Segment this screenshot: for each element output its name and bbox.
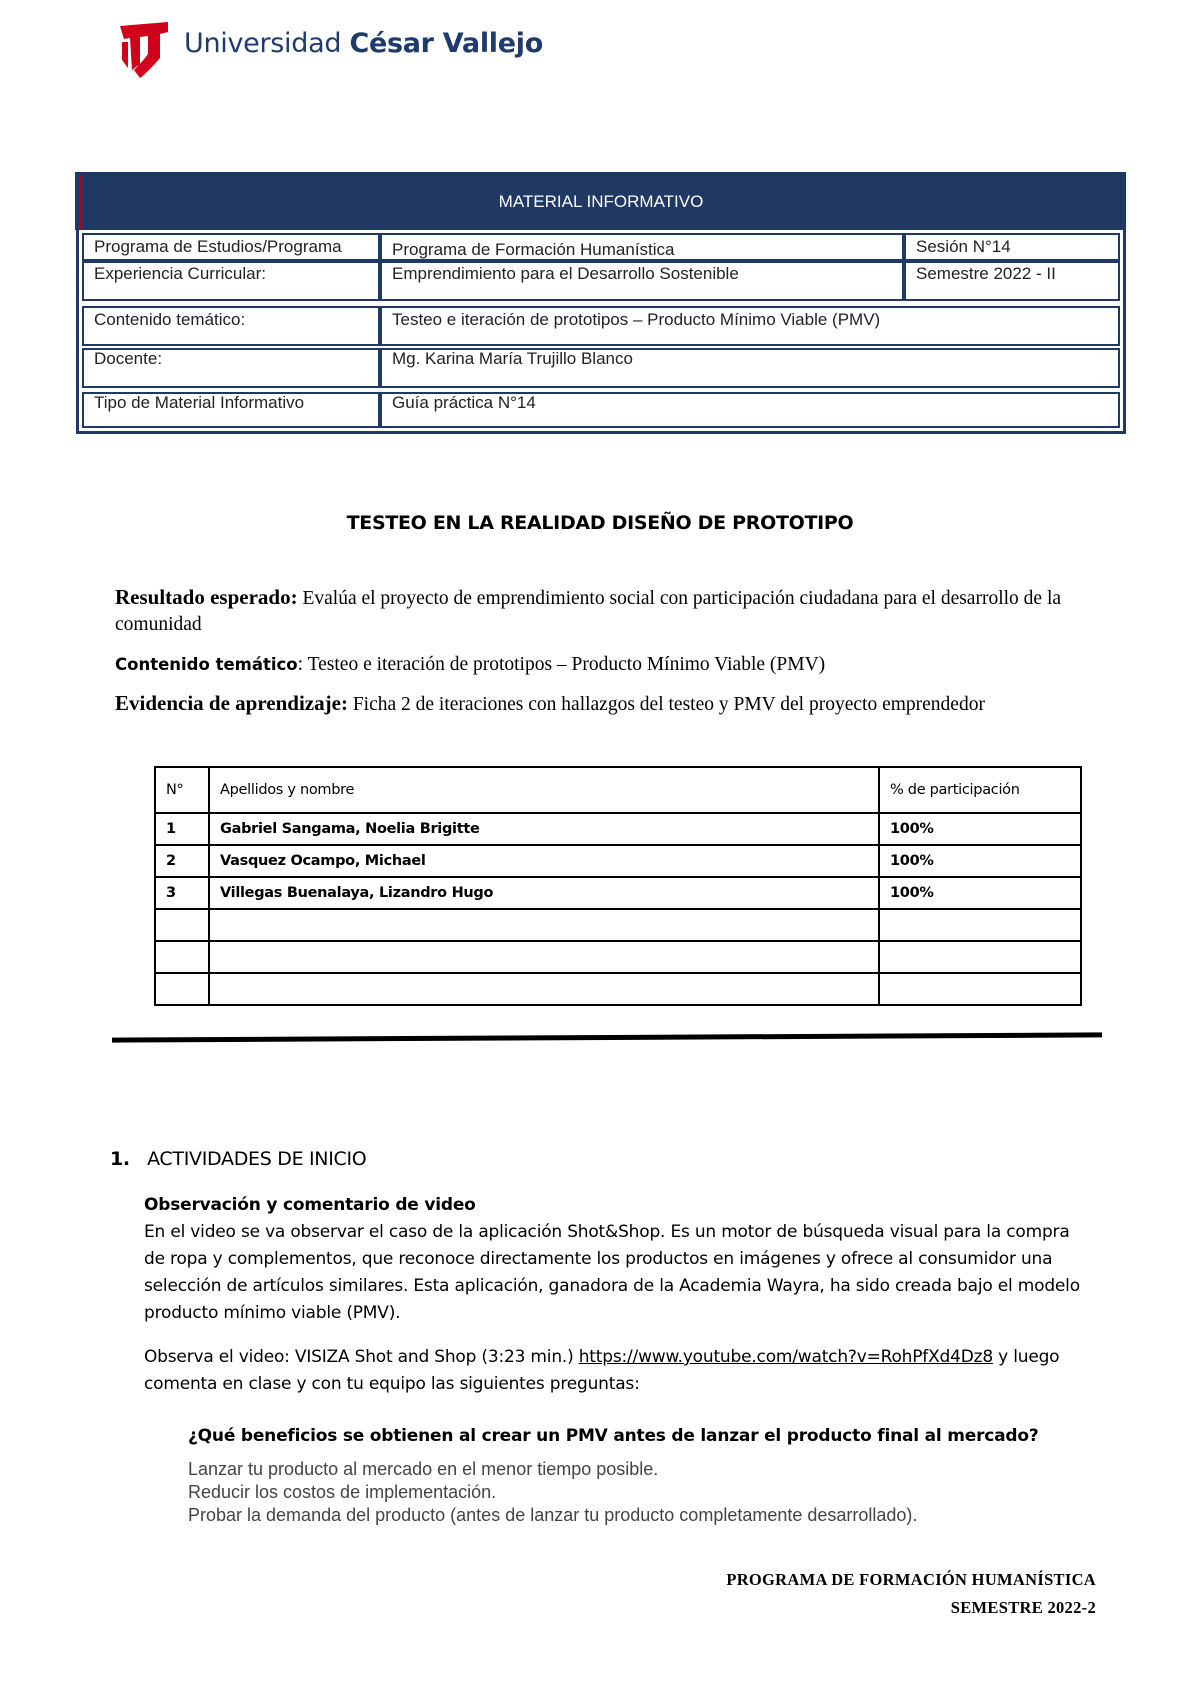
- header-session: Sesión N°14: [904, 233, 1120, 261]
- table-header-cell: N°: [155, 767, 209, 813]
- header-value-programa: Programa de Formación Humanística: [380, 233, 904, 261]
- table-cell: 2: [155, 845, 209, 877]
- page-title: TESTEO EN LA REALIDAD DISEÑO DE PROTOTIPO: [346, 512, 854, 534]
- university-emblem-icon: [118, 20, 170, 80]
- university-name: [184, 28, 543, 59]
- table-cell: Villegas Buenalaya, Lizandro Hugo: [209, 877, 879, 909]
- table-row: [155, 877, 1081, 909]
- header-value-contenido: Testeo e iteración de prototipos – Producto Mínimo Viable (PMV): [380, 306, 1120, 346]
- table-row: [155, 813, 1081, 845]
- video-link[interactable]: https://www.youtube.com/watch?v=RohPfXd4Dz8: [578, 1347, 993, 1367]
- header-value-tipo: Guía práctica N°14: [380, 392, 1120, 428]
- header-label-experiencia: Experiencia Curricular:: [82, 261, 380, 301]
- table-cell: [209, 909, 879, 941]
- contenido-paragraph: [115, 652, 1095, 679]
- participants-table: [154, 766, 1082, 1006]
- evidencia-text: Ficha 2 de iteraciones con hallazgos del testeo y PMV del proyecto emprendedor: [352, 694, 985, 715]
- section-divider: [112, 1032, 1102, 1042]
- table-header-row: [155, 767, 1081, 813]
- table-header-cell: Apellidos y nombre: [209, 767, 879, 813]
- header-semester: Semestre 2022 - II: [904, 261, 1120, 301]
- table-cell: [155, 973, 209, 1005]
- contenido-text: : Testeo e iteración de prototipos – Producto Mínimo Viable (PMV): [297, 654, 826, 675]
- observe-suffix: y luego comenta en clase y con tu equipo las siguientes preguntas:: [144, 1347, 1060, 1394]
- header-label-docente: Docente:: [82, 348, 380, 388]
- resultado-text: Evalúa el proyecto de emprendimiento social con participación ciudadana para el desarrollo de la comunidad: [115, 588, 1062, 635]
- table-row: [155, 845, 1081, 877]
- table-cell: 100%: [879, 877, 1081, 909]
- header-label-tipo: Tipo de Material Informativo: [82, 392, 380, 428]
- section-intro: En el video se va observar el caso de la aplicación Shot&Shop. Es un motor de búsqueda visual para la compra de ropa y complementos, que reconoce directamente los productos en imágenes y ofrece al consumidor una selección de artículos similares. Esta aplicación, ganadora de la Academia Wayra, ha sido creada bajo el modelo producto mínimo viable (PMV).: [144, 1222, 1080, 1323]
- header-title: MATERIAL INFORMATIVO: [76, 172, 1126, 230]
- answer-line: Lanzar tu producto al mercado en el menor tiempo posible.: [188, 1459, 659, 1479]
- answer-line: Probar la demanda del producto (antes de lanzar tu producto completamente desarrollado).: [188, 1505, 918, 1525]
- header-value-docente: Mg. Karina María Trujillo Blanco: [380, 348, 1120, 388]
- table-cell: 100%: [879, 845, 1081, 877]
- material-header-table: [76, 172, 1126, 434]
- table-cell: 3: [155, 877, 209, 909]
- observe-prefix: Observa el video: VISIZA Shot and Shop (3:23 min.): [144, 1347, 579, 1367]
- section-subtitle: Observación y comentario de video: [144, 1195, 476, 1215]
- table-cell: [879, 973, 1081, 1005]
- table-cell: 100%: [879, 813, 1081, 845]
- table-cell: [209, 973, 879, 1005]
- table-cell: 1: [155, 813, 209, 845]
- evidencia-paragraph: [115, 690, 1015, 718]
- header-label-programa: Programa de Estudios/Programa: [82, 233, 380, 261]
- section-heading: [110, 1148, 366, 1170]
- university-name-bold: César Vallejo: [349, 28, 543, 59]
- table-cell: [155, 909, 209, 941]
- table-row: [155, 973, 1081, 1005]
- question-text: ¿Qué beneficios se obtienen al crear un PMV antes de lanzar el producto final al mercado?: [188, 1426, 1039, 1446]
- resultado-paragraph: [115, 584, 1095, 638]
- header-value-experiencia: Emprendimiento para el Desarrollo Sostenible: [380, 261, 904, 301]
- answer-line: Reducir los costos de implementación.: [188, 1482, 497, 1502]
- table-cell: [879, 941, 1081, 973]
- table-cell: Gabriel Sangama, Noelia Brigitte: [209, 813, 879, 845]
- table-cell: Vasquez Ocampo, Michael: [209, 845, 879, 877]
- footer-program: PROGRAMA DE FORMACIÓN HUMANÍSTICA: [726, 1570, 1096, 1589]
- table-cell: [209, 941, 879, 973]
- university-name-regular: Universidad: [184, 28, 342, 59]
- table-row: [155, 941, 1081, 973]
- section-title: ACTIVIDADES DE INICIO: [147, 1148, 367, 1170]
- resultado-label: Resultado esperado:: [115, 585, 298, 609]
- observe-paragraph: [144, 1344, 1084, 1398]
- table-header-cell: % de participación: [879, 767, 1081, 813]
- footer-semester: SEMESTRE 2022-2: [950, 1598, 1096, 1617]
- table-row: [155, 909, 1081, 941]
- evidencia-label: Evidencia de aprendizaje:: [115, 691, 348, 715]
- contenido-label: Contenido temático: [115, 655, 298, 674]
- table-cell: [155, 941, 209, 973]
- header-label-contenido: Contenido temático:: [82, 306, 380, 346]
- university-logo: [118, 20, 543, 80]
- table-cell: [879, 909, 1081, 941]
- section-number: 1.: [110, 1148, 130, 1170]
